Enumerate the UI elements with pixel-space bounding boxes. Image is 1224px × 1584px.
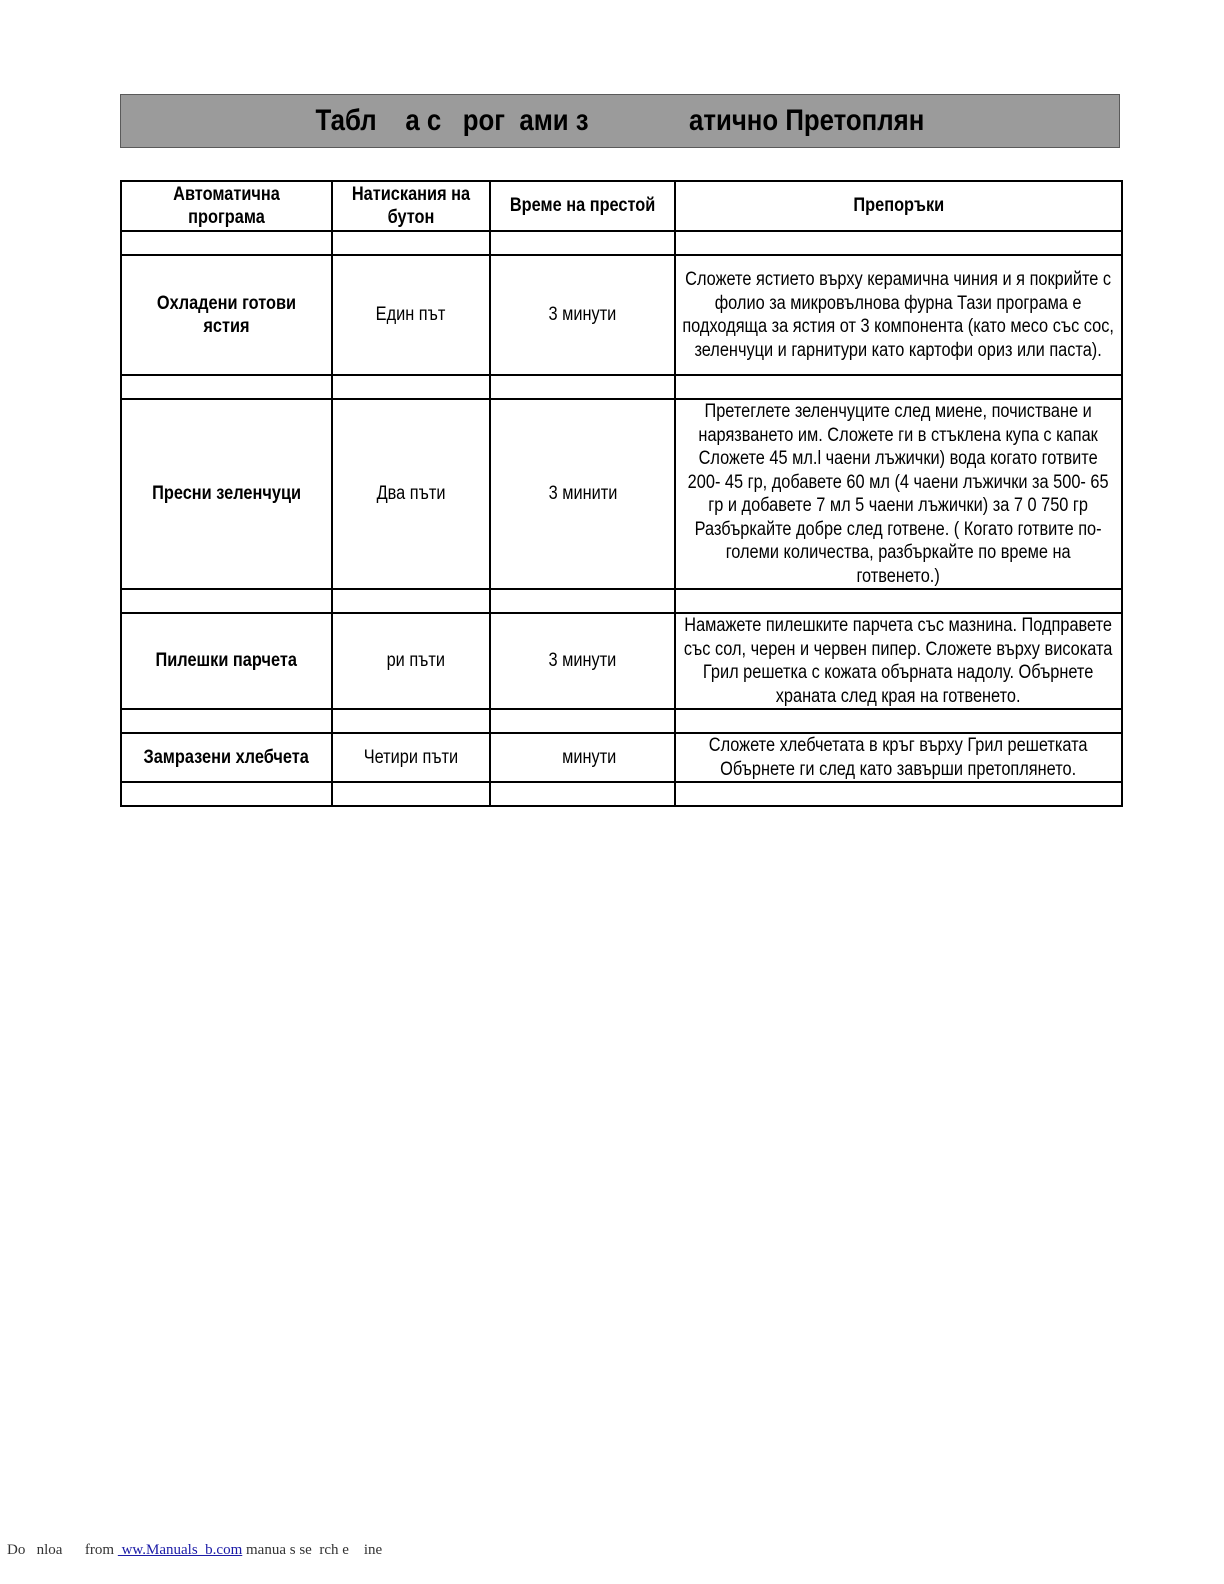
presses-cell (332, 733, 490, 782)
program-cell (121, 255, 332, 375)
programs-table (120, 180, 1123, 807)
footer-prefix: Do nloa from (7, 1542, 118, 1558)
presses-cell (332, 255, 490, 375)
header-program (121, 181, 332, 231)
standing-time-cell (490, 733, 675, 782)
spacer-cell (490, 782, 675, 806)
program-cell (121, 399, 332, 589)
title-bar (120, 94, 1120, 148)
spacer-cell (675, 589, 1122, 613)
recommendation-text: Претеглете зеленчуците след миене, почистване и нарязването им. Сложете ги в стъклена купа с капак Сложете 45 мл.l чаени лъжички) вода когато готвите 200- 45 гр, добавете 60 мл (4 чаени лъжички за 500- 65 гр и добавете 7 мл 5 чаени лъжички) за 7 0 750 гр Разбъркайте добре след готвене. ( Когато готвите по-големи количества, разбъркайте по време на готвенето.) (688, 401, 1109, 587)
spacer-cell (490, 709, 675, 733)
header-recommendations (675, 181, 1122, 231)
presses-value: Един път (376, 304, 446, 326)
program-name: Охладени готови ястия (156, 292, 297, 337)
standing-time-cell (490, 255, 675, 375)
spacer-cell (490, 375, 675, 399)
standing-time-value: 3 минути (548, 650, 617, 672)
program-cell (121, 613, 332, 709)
spacer-cell (121, 589, 332, 613)
standing-time-value: 3 минути (548, 304, 617, 326)
recommendation-cell (675, 733, 1122, 782)
spacer-row (121, 782, 1122, 806)
recommendation-text: Сложете хлебчетата в кръг върху Грил решетката Обърнете ги след като завърши претоплянето. (709, 735, 1088, 780)
presses-cell (332, 613, 490, 709)
spacer-cell (332, 231, 490, 255)
program-cell (121, 733, 332, 782)
page-title: Табл а с рог ами з атично Претоплян (315, 104, 925, 137)
header-standing-time-label: Време на престой (509, 195, 656, 217)
recommendation-cell (675, 399, 1122, 589)
spacer-cell (332, 782, 490, 806)
program-name: Пресни зеленчуци (152, 483, 301, 505)
table-row (121, 733, 1122, 782)
table-row (121, 255, 1122, 375)
recommendation-text: Намажете пилешките парчета със мазнина. Подправете със сол, черен и червен пипер. Сложете върху високата Грил решетка с кожата обърната надолу. Обърнете храната след края на готвенето. (684, 615, 1113, 707)
table-row (121, 399, 1122, 589)
spacer-cell (121, 782, 332, 806)
presses-value: Два пъти (376, 483, 446, 505)
header-row (121, 181, 1122, 231)
presses-value: Четири пъти (363, 746, 459, 768)
table-row (121, 613, 1122, 709)
spacer-cell (490, 231, 675, 255)
presses-value: ри пъти (377, 650, 445, 672)
download-footer (7, 1542, 382, 1559)
program-name: Замразени хлебчета (143, 746, 310, 768)
spacer-cell (121, 375, 332, 399)
header-standing-time (490, 181, 675, 231)
recommendation-cell (675, 255, 1122, 375)
presses-cell (332, 399, 490, 589)
spacer-row (121, 589, 1122, 613)
spacer-cell (675, 375, 1122, 399)
standing-time-value: минути (548, 746, 617, 768)
header-program-label: Автоматична програма (173, 183, 280, 228)
spacer-cell (121, 709, 332, 733)
spacer-cell (675, 231, 1122, 255)
spacer-cell (332, 589, 490, 613)
header-presses-label: Натискания на бутон (351, 183, 471, 228)
recommendation-cell (675, 613, 1122, 709)
spacer-cell (121, 231, 332, 255)
recommendation-text: Сложете ястието върху керамична чиния и я покрийте с фолио за микровълнова фурна Тази програма е подходяща за ястия от 3 компонента (като месо със сос, зеленчуци и гарнитури като картофи ориз или паста). (682, 269, 1115, 361)
standing-time-cell (490, 399, 675, 589)
spacer-cell (675, 782, 1122, 806)
spacer-cell (490, 589, 675, 613)
spacer-row (121, 375, 1122, 399)
spacer-cell (675, 709, 1122, 733)
footer-suffix: manua s se rch e ine (242, 1542, 383, 1558)
header-recommendations-label: Препоръки (853, 195, 944, 217)
program-name: Пилешки парчета (155, 650, 298, 672)
spacer-cell (332, 709, 490, 733)
standing-time-cell (490, 613, 675, 709)
standing-time-value: 3 минити (548, 483, 617, 505)
header-presses (332, 181, 490, 231)
spacer-row (121, 231, 1122, 255)
spacer-row (121, 709, 1122, 733)
spacer-cell (332, 375, 490, 399)
manualslib-link[interactable]: ww.Manuals b.com (117, 1542, 243, 1558)
